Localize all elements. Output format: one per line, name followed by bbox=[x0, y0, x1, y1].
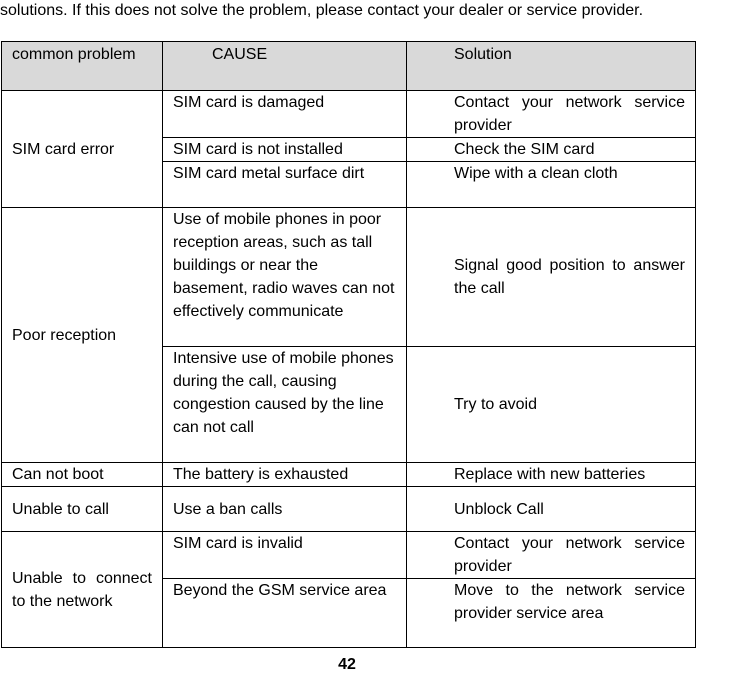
problem-cell: Can not boot bbox=[2, 463, 163, 487]
problem-cell: Unable to call bbox=[2, 487, 163, 532]
solution-cell: Signal good position to answer the call bbox=[407, 208, 696, 347]
problem-cell: SIM card error bbox=[2, 91, 163, 208]
header-problem: common problem bbox=[2, 42, 163, 91]
cause-cell: Beyond the GSM service area bbox=[163, 579, 407, 648]
cause-cell: SIM card is not installed bbox=[163, 138, 407, 162]
header-solution: Solution bbox=[407, 42, 696, 91]
table-row bbox=[2, 208, 696, 347]
solution-cell: Move to the network service provider service area bbox=[407, 579, 696, 648]
cause-cell: Use a ban calls bbox=[163, 487, 407, 532]
solution-cell: Unblock Call bbox=[407, 487, 696, 532]
table-header-row bbox=[2, 42, 696, 91]
solution-cell: Try to avoid bbox=[407, 347, 696, 463]
cause-cell: SIM card is invalid bbox=[163, 532, 407, 579]
table-row bbox=[2, 91, 696, 138]
solution-cell: Contact your network service provider bbox=[407, 91, 696, 138]
cause-cell: SIM card is damaged bbox=[163, 91, 407, 138]
troubleshooting-table bbox=[1, 41, 696, 648]
page-number: 42 bbox=[338, 656, 356, 673]
cause-cell: Intensive use of mobile phones during the call, causing congestion caused by the line can not call bbox=[163, 347, 407, 463]
table-row bbox=[2, 487, 696, 532]
solution-cell: Check the SIM card bbox=[407, 138, 696, 162]
solution-cell: Wipe with a clean cloth bbox=[407, 162, 696, 208]
intro-paragraph: solutions. If this does not solve the problem, please contact your dealer or service provider. bbox=[0, 2, 644, 19]
table-row bbox=[2, 463, 696, 487]
solution-cell: Replace with new batteries bbox=[407, 463, 696, 487]
cause-cell: Use of mobile phones in poor reception areas, such as tall buildings or near the basement, radio waves can not effectively communicate bbox=[163, 208, 407, 347]
cause-cell: SIM card metal surface dirt bbox=[163, 162, 407, 208]
solution-cell: Contact your network service provider bbox=[407, 532, 696, 579]
header-cause: CAUSE bbox=[163, 42, 407, 91]
cause-cell: The battery is exhausted bbox=[163, 463, 407, 487]
problem-cell: Poor reception bbox=[2, 208, 163, 463]
problem-cell: Unable to connect to the network bbox=[2, 532, 163, 648]
table-row bbox=[2, 532, 696, 579]
